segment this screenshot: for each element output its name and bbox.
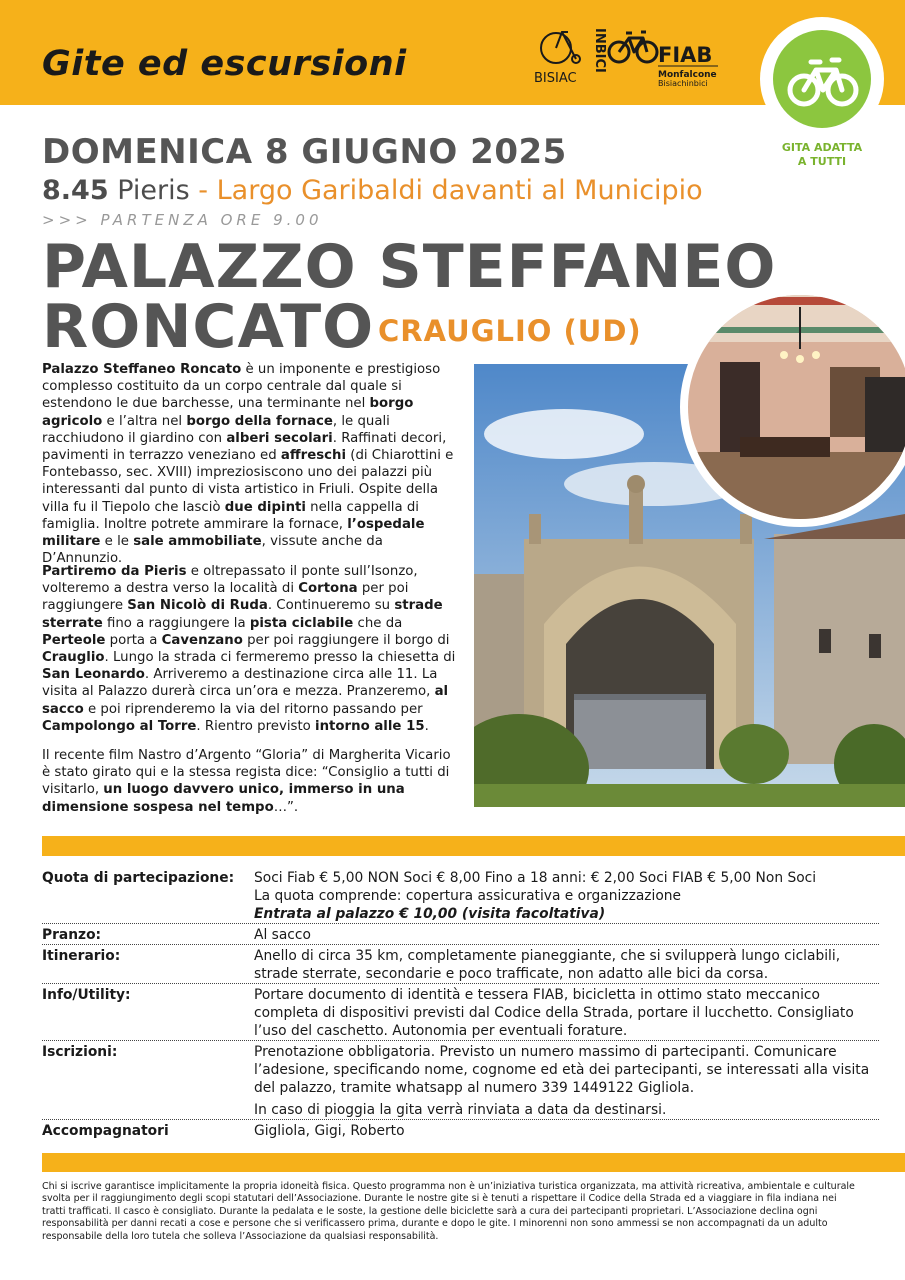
info-label: Iscrizioni: — [42, 1044, 118, 1060]
info-value: Portare documento di identità e tessera FIAB, bicicletta in ottimo stato meccanico completa di dispositivi previsti dal Codice della Strada, portare il lucchetto. Consigliato l’uso del caschetto. Autonomia per eventuali forature. — [254, 987, 854, 1039]
info-label: Quota di partecipazione: — [42, 870, 235, 886]
meet-detail: - Largo Garibaldi davanti al Municipio — [198, 175, 703, 206]
info-label: Itinerario: — [42, 948, 121, 964]
logo-bisiac-bottom: BISIAC — [534, 71, 577, 86]
info-label: Pranzo: — [42, 927, 102, 943]
info-value: Prenotazione obbligatoria. Previsto un numero massimo di partecipanti. Comunicare l’adesione, specificando nome, cognome ed età dei partecipanti, se interessati alla visita del palazzo, tramite whatsapp al numero 339 1449122 Gigliola. — [254, 1044, 870, 1096]
logo-fiab-sub2: Bisiachinbici — [658, 79, 708, 88]
route-paragraph: Partiremo da Pieris e oltrepassato il ponte sull’Isonzo, volteremo a destra verso la località di Cortona per poi raggiungere San Nicolò di Ruda. Continueremo su strade sterrate fino a raggiungere la pista ciclabile che da Perteole porta a Cavenzano per poi raggiungere il borgo di Crauglio. Lungo la strada ci fermeremo presso la chiesetta di San Leonardo. Arriveremo a destinazione circa alle 11. La visita al Palazzo durerà circa un’ora e mezza. Pranzeremo, al sacco e poi riprenderemo la via del ritorno passando per Campolongo al Torre. Rientro previsto intorno alle 15. — [42, 564, 456, 734]
page-header-title: Gite ed escursioni — [42, 44, 407, 84]
info-row-pranzo — [42, 926, 879, 945]
info-value: In caso di pioggia la gita verrà rinviata a data da destinarsi. — [254, 1102, 667, 1118]
logo-fiab: FIAB — [658, 43, 713, 67]
film-paragraph: Il recente film Nastro d’Argento “Gloria” di Margherita Vicario è stato girato qui e la stessa regista dice: “Consiglio a tutti di visitarlo, un luogo davvero unico, immerso in una dimensione sospesa nel tempo…”. — [42, 748, 451, 815]
event-title-line1: PALAZZO STEFFANEO — [42, 232, 777, 302]
description-paragraph-1: Palazzo Steffaneo Roncato è un imponente e prestigioso complesso costituito da un corpo centrale dal quale si estendono le due barchesse, una terminante nel borgo agricolo e l’altra nel borgo della fornace, le quali racchiudono il giardino con alberi secolari. Raffinati decori, pavimenti in terrazzo veneziano ed affreschi (di Chiarottini e Fontebasso, sec. XVIII) impreziosiscono uno dei palazzi più interessanti dal punto di vista artistico in Friuli. Ospite della villa fu il Tiepolo che lasciò due dipinti nella cappella di famiglia. Inoltre potrete ammirare la fornace, l’ospedale militare e le sale ammobiliate, vissute anche da D’Annunzio. — [42, 362, 454, 567]
meet-place: Pieris — [117, 175, 190, 206]
palazzo-interior-photo — [680, 287, 905, 527]
info-value: Anello di circa 35 km, completamente pianeggiante, che si svilupperà lungo ciclabili, strade sterrate, secondarie e poco trafficate, non adatto alle bici da corsa. — [254, 948, 841, 982]
info-row-itinerario — [42, 947, 879, 984]
info-row-quota — [42, 869, 879, 924]
info-label: Accompagnatori — [42, 1123, 169, 1139]
logo-bisiac-top: INBICI — [592, 28, 607, 73]
meet-time: 8.45 — [42, 175, 109, 206]
legal-disclaimer: Chi si iscrive garantisce implicitamente la propria idoneità fisica. Questo programma non è un’iniziativa turistica organizzata, ma attività ricreativa, ambientale e culturale svolta per il raggiungimento degli scopi statutari dell’Associazione. Durante le nostre gite si è tenuti a rispettare il Codice della Strada ed a viaggiare in fila indiana nei tratti trafficati. Il casco è consigliato. Durante la pedalata e le soste, la gestione delle biciclette sarà a cura dei partecipanti proprietari. L’Associazione declina ogni responsabilità per danni recati a cose e persone che si verificassero prima, durante e dopo le gite. I minorenni non sono ammessi se non accompagnati da un adulto responsabile della loro tutela che solleva l’Associazione da qualsiasi responsabilità. — [42, 1181, 855, 1242]
event-title-line2: RONCATO — [42, 292, 375, 362]
footer-divider-bar — [42, 1153, 905, 1172]
info-value-highlight: Entrata al palazzo € 10,00 (visita facoltativa) — [254, 906, 606, 922]
association-logos — [532, 26, 737, 98]
event-location: CRAUGLIO (UD) — [378, 314, 642, 348]
info-value: La quota comprende: copertura assicurativa e organizzazione — [254, 888, 682, 904]
info-table — [42, 869, 879, 1142]
meeting-point — [42, 175, 703, 206]
info-value: Al sacco — [254, 927, 311, 943]
info-row-utility — [42, 986, 879, 1041]
info-row-iscrizioni — [42, 1043, 879, 1120]
badge-label: GITA ADATTA A TUTTI — [781, 141, 863, 168]
logo-fiab-sub1: Monfalcone — [658, 70, 717, 80]
difficulty-badge — [761, 18, 883, 140]
bicycle-icon — [609, 32, 657, 62]
bicycle-icon — [773, 30, 871, 128]
event-date: DOMENICA 8 GIUGNO 2025 — [42, 132, 567, 172]
departure-time: >>> PARTENZA ORE 9.00 — [42, 211, 323, 229]
info-value: Soci Fiab € 5,00 NON Soci € 8,00 Fino a 18 anni: € 2,00 Soci FIAB € 5,00 Non Soci — [254, 870, 817, 886]
info-row-accompagnatori — [42, 1122, 879, 1140]
section-divider-bar — [42, 836, 905, 856]
penny-farthing-icon — [541, 32, 580, 63]
info-value: Gigliola, Gigi, Roberto — [254, 1123, 405, 1139]
info-label: Info/Utility: — [42, 987, 131, 1003]
